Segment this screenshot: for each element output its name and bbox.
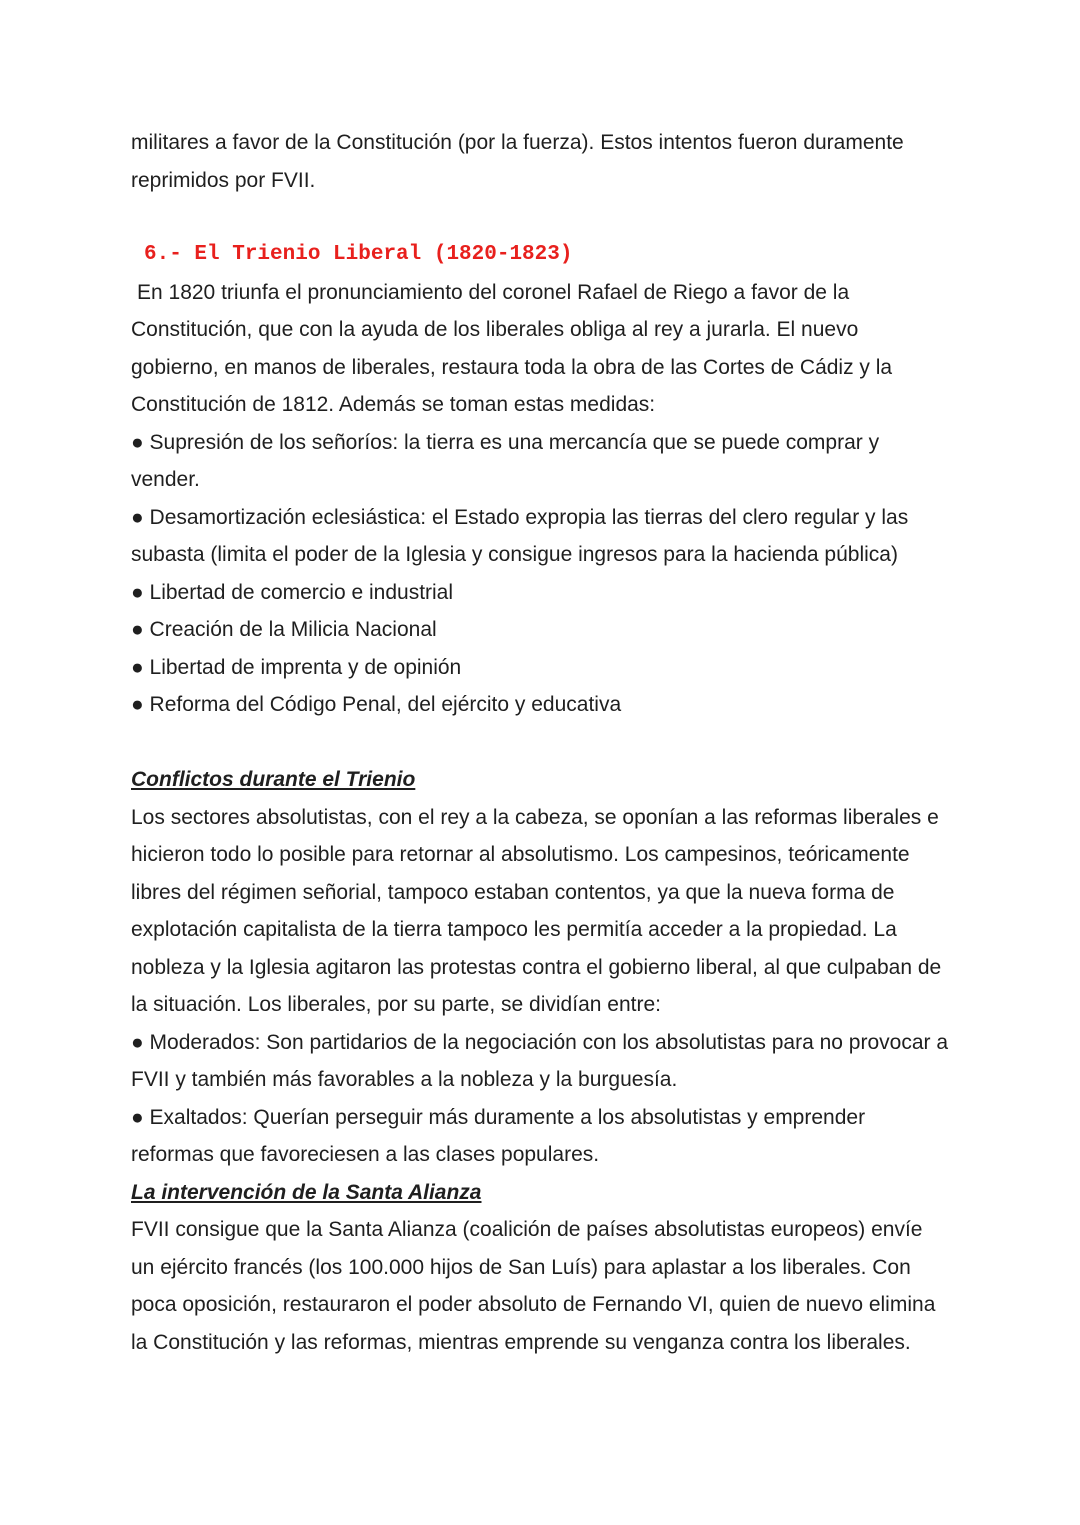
measure-item: ● Libertad de imprenta y de opinión xyxy=(131,649,951,687)
document-page xyxy=(131,124,951,1361)
measure-item: ● Libertad de comercio e industrial xyxy=(131,574,951,612)
measure-item: ● Supresión de los señoríos: la tierra es una mercancía que se puede comprar y vender. xyxy=(131,424,951,499)
conflicts-heading: Conflictos durante el Trienio xyxy=(131,768,416,791)
measure-item: ● Creación de la Milicia Nacional xyxy=(131,611,951,649)
blank-line xyxy=(131,724,951,762)
measure-item: ● Desamortización eclesiástica: el Estado expropia las tierras del clero regular y las subasta (limita el poder de la Iglesia y consigue ingresos para la hacienda pública) xyxy=(131,499,951,574)
faction-item: ● Moderados: Son partidarios de la negociación con los absolutistas para no provocar a FVII y también más favorables a la nobleza y la burguesía. xyxy=(131,1024,951,1099)
measure-item: ● Reforma del Código Penal, del ejército y educativa xyxy=(131,686,951,724)
intro-paragraph: militares a favor de la Constitución (por la fuerza). Estos intentos fueron duramente reprimidos por FVII. xyxy=(131,131,904,192)
intervention-paragraph: FVII consigue que la Santa Alianza (coalición de países absolutistas europeos) envíe un ejército francés (los 100.000 hijos de San Luís) para aplastar a los liberales. Con poca oposición, restauraron el poder absoluto de Fernando VI, quien de nuevo elimina la Constitución y las reformas, mientras emprende su venganza contra los liberales. xyxy=(131,1218,936,1354)
conflicts-paragraph: Los sectores absolutistas, con el rey a la cabeza, se oponían a las reformas liberales e hicieron todo lo posible para retornar al absolutismo. Los campesinos, teóricamente libres del régimen señorial, tampoco estaban contentos, ya que la nueva forma de explotación capitalista de la tierra tampoco les permitía acceder a la propiedad. La nobleza y la Iglesia agitaron las protestas contra el gobierno liberal, al que culpaban de la situación. Los liberales, por su parte, se dividían entre: xyxy=(131,805,942,1016)
faction-item: ● Exaltados: Querían perseguir más duramente a los absolutistas y emprender reformas que favoreciesen a las clases populares. xyxy=(131,1099,951,1174)
section-intro-paragraph: En 1820 triunfa el pronunciamiento del coronel Rafael de Riego a favor de la Constitución, que con la ayuda de los liberales obliga al rey a jurarla. El nuevo gobierno, en manos de liberales, restaura toda la obra de las Cortes de Cádiz y la Constitución de 1812. Además se toman estas medidas: xyxy=(131,280,893,416)
intervention-heading: La intervención de la Santa Alianza xyxy=(131,1180,482,1204)
section-title: 6.- El Trienio Liberal (1820-1823) xyxy=(144,243,573,266)
